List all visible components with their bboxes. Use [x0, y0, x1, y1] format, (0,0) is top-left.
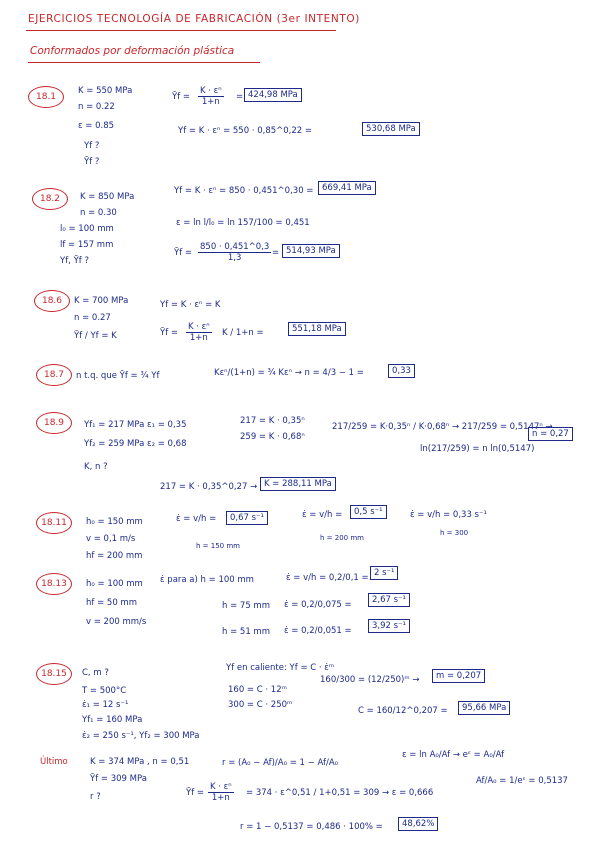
equation: ln(217/259) = n ln(0,5147) — [420, 444, 535, 454]
equation: Kεⁿ/(1+n) = ¾ Kεⁿ → n = 4/3 − 1 = — [214, 368, 364, 378]
problem-number-18-7: 18.7 — [36, 364, 72, 386]
note: h = 200 mm — [320, 534, 364, 542]
equation: Yf = K · εⁿ = 850 · 0,451^0,30 = — [174, 186, 314, 196]
equation: Ȳf = — [172, 92, 191, 102]
section-subtitle: Conformados por deformación plástica — [30, 45, 235, 57]
given-line: r ? — [90, 792, 101, 802]
given-line: n = 0.22 — [78, 102, 115, 112]
result-box: 551,18 MPa — [288, 322, 346, 336]
given-line: hf = 200 mm — [86, 551, 143, 561]
equation: 217 = K · 0,35^0,27 → — [160, 482, 258, 492]
section-label-ultimo: Último — [40, 757, 68, 767]
given-line: h₀ = 100 mm — [86, 579, 143, 589]
fraction: $\frac{\text{K · εⁿ}}{1+n}$ — [200, 86, 222, 107]
result-box: 669,41 MPa — [318, 181, 376, 195]
result-box: 514,93 MPa — [282, 244, 340, 258]
given-line: Ȳf / Yf = K — [74, 331, 117, 341]
given-line: v = 200 mm/s — [86, 617, 147, 627]
given-line: l₀ = 100 mm — [60, 224, 114, 234]
given-line: K, n ? — [84, 462, 108, 472]
fraction: $\frac{\text{K · εⁿ}}{1+n}$ — [210, 782, 232, 803]
given-line: Yf₁ = 160 MPa — [82, 715, 143, 725]
equation: ε̇ = v/h = — [176, 514, 217, 524]
title-underline — [26, 30, 336, 31]
equation: K / 1+n = — [222, 328, 264, 338]
given-line: h₀ = 150 mm — [86, 517, 143, 527]
result-box: 2 s⁻¹ — [370, 566, 398, 580]
label: h = 75 mm — [222, 601, 270, 611]
given-line: K = 700 MPa — [74, 296, 129, 306]
given-line: K = 374 MPa , n = 0,51 — [90, 757, 190, 767]
equation: r = (A₀ − Af)/A₀ = 1 − Af/A₀ — [222, 758, 339, 768]
equation: Yf en caliente: Yf = C · ε̇ᵐ — [226, 663, 335, 673]
problem-number-18-1: 18.1 — [28, 86, 64, 108]
result-box: m = 0,207 — [432, 669, 485, 683]
given-line: n = 0.27 — [74, 313, 111, 323]
problem-number-18-6: 18.6 — [34, 290, 70, 312]
page-title: EJERCICIOS TECNOLOGÍA DE FABRICACIÓN (3er INTENTO) — [28, 13, 360, 25]
given-line: ε = 0.85 — [78, 121, 115, 131]
equation: = 374 · ε^0,51 / 1+0,51 = 309 → ε = 0,666 — [246, 788, 434, 798]
given-line: ε̇₁ = 12 s⁻¹ — [82, 700, 129, 710]
equation: ε̇ = 0,2/0,051 = — [284, 626, 352, 636]
equation: Yf = K · εⁿ = 550 · 0,85^0,22 = — [178, 126, 313, 136]
result-box: K = 288,11 MPa — [260, 477, 336, 491]
fraction: $\frac{850 \cdot 0,451\^{}0,3}{1,3}$ — [200, 242, 270, 263]
given-line: Yf₁ = 217 MPa ε₁ = 0,35 — [84, 420, 187, 430]
given-line: K = 550 MPa — [78, 86, 133, 96]
given-line: lf = 157 mm — [60, 240, 114, 250]
result-box: 3,92 s⁻¹ — [368, 619, 410, 633]
equation: ε̇ = 0,2/0,075 = — [284, 600, 352, 610]
equation: Af/A₀ = 1/eᵋ = 0,5137 — [476, 776, 568, 786]
fraction: $\frac{\text{K · εⁿ}}{1+n}$ — [188, 322, 210, 343]
equation: 160/300 = (12/250)ᵐ → — [320, 675, 420, 685]
problem-number-18-15: 18.15 — [36, 663, 72, 685]
equation: ε̇ para a) h = 100 mm — [160, 575, 254, 585]
note: h = 300 — [440, 529, 469, 537]
problem-number-18-11: 18.11 — [36, 512, 72, 534]
given-line: T = 500°C — [82, 686, 127, 696]
problem-number-18-2: 18.2 — [32, 188, 68, 210]
equation: Ȳf = — [186, 788, 205, 798]
given-line: Ȳf ? — [84, 157, 100, 167]
given-line: Yf₂ = 259 MPa ε₂ = 0,68 — [84, 439, 187, 449]
problem-number-18-9: 18.9 — [36, 412, 72, 434]
subtitle-underline — [28, 62, 260, 63]
result-box: 2,67 s⁻¹ — [368, 593, 410, 607]
equation: ε = ln l/l₀ = ln 157/100 = 0,451 — [176, 218, 310, 228]
given-line: K = 850 MPa — [80, 192, 135, 202]
given-line: v = 0,1 m/s — [86, 534, 136, 544]
result-box: 530,68 MPa — [362, 122, 420, 136]
equation: 259 = K · 0,68ⁿ — [240, 432, 305, 442]
given-line: Yf ? — [84, 141, 100, 151]
result-box: 48,62% — [398, 817, 438, 831]
equation: ε = ln A₀/Af → eᵋ = A₀/Af — [402, 750, 505, 760]
equation: Ȳf = — [174, 248, 193, 258]
result-box: 0,33 — [388, 364, 415, 378]
result-box: 95,66 MPa — [458, 701, 510, 715]
equation: 217 = K · 0,35ⁿ — [240, 416, 305, 426]
note: h = 150 mm — [196, 542, 240, 550]
given-line: Ȳf = 309 MPa — [90, 774, 147, 784]
problem-number-18-13: 18.13 — [36, 573, 72, 595]
given-line: C, m ? — [82, 668, 109, 678]
result-box: 0,5 s⁻¹ — [350, 505, 387, 519]
equation: Ȳf = — [160, 328, 179, 338]
given-line: n t.q. que Ȳf = ¾ Yf — [76, 371, 160, 381]
given-line: hf = 50 mm — [86, 598, 137, 608]
given-line: ε̇₂ = 250 s⁻¹, Yf₂ = 300 MPa — [82, 731, 200, 741]
equation: ε̇ = v/h = 0,2/0,1 = — [286, 573, 369, 583]
label: h = 51 mm — [222, 627, 270, 637]
equation: 217/259 = K·0,35ⁿ / K·0,68ⁿ → 217/259 = 0,5147ⁿ → — [332, 422, 553, 432]
result-box: n = 0,27 — [528, 427, 573, 441]
equation: r = 1 − 0,5137 = 0,486 · 100% = — [240, 822, 383, 832]
equation: ε̇ = v/h = — [302, 510, 343, 520]
equation: 160 = C · 12ᵐ — [228, 685, 287, 695]
equation: C = 160/12^0,207 = — [358, 706, 448, 716]
given-line: Yf, Ȳf ? — [60, 256, 89, 266]
result-box: 424,98 MPa — [244, 88, 302, 102]
equation: ε̇ = v/h = 0,33 s⁻¹ — [410, 510, 487, 520]
result-box: 0,67 s⁻¹ — [226, 511, 268, 525]
given-line: n = 0.30 — [80, 208, 117, 218]
equation: Yf = K · εⁿ = K — [160, 300, 221, 310]
equation: 300 = C · 250ᵐ — [228, 700, 293, 710]
